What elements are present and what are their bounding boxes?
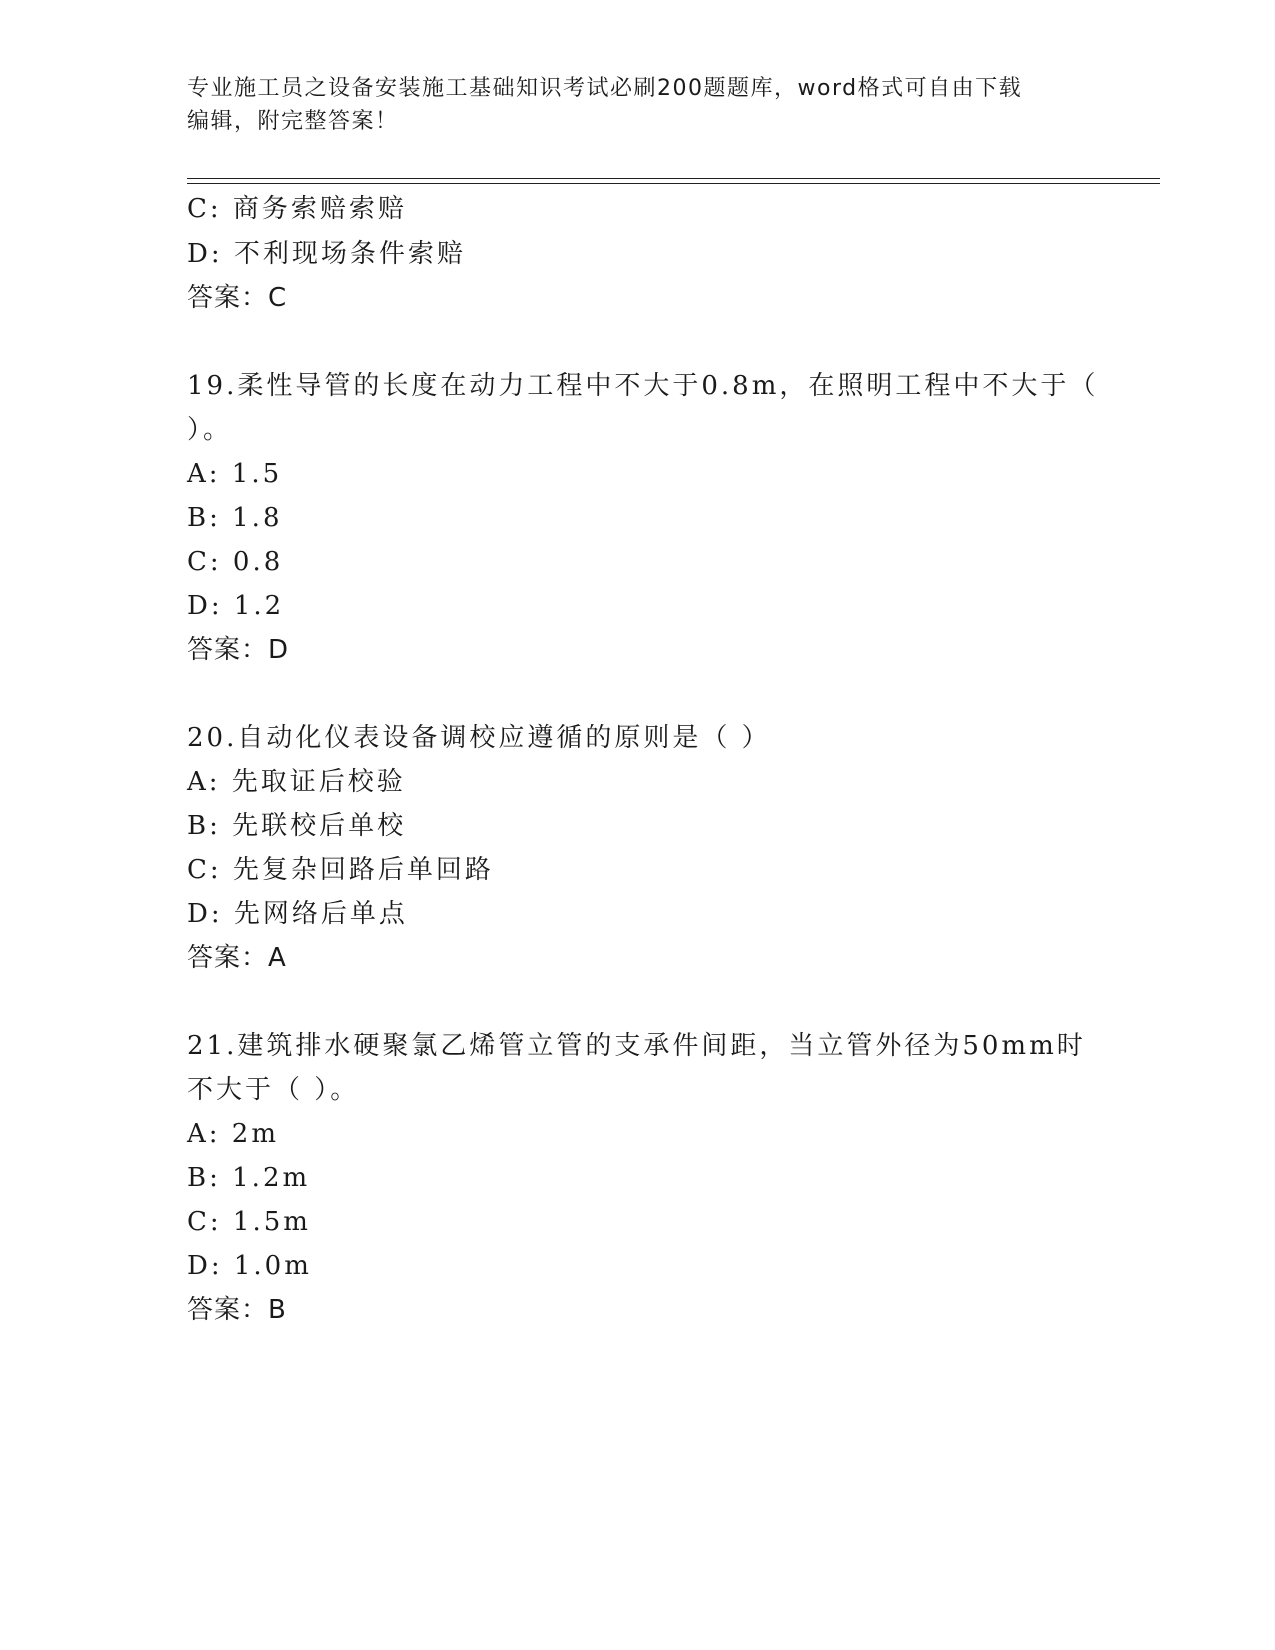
q19-stem-line-2: ）。	[187, 415, 233, 445]
q21-option-c: C: 1.5m	[187, 1207, 311, 1237]
q19-stem-line-1: 19.柔性导管的长度在动力工程中不大于0.8m，在照明工程中不大于（	[187, 371, 1099, 401]
q21-option-b: B: 1.2m	[187, 1163, 311, 1193]
q20-option-a: A: 先取证后校验	[187, 767, 406, 797]
header-divider-top	[187, 178, 1160, 179]
q20-option-c: C: 先复杂回路后单回路	[187, 855, 494, 885]
q21-answer: 答案：B	[187, 1295, 287, 1325]
q19-option-a: A: 1.5	[187, 459, 283, 489]
q21-option-d: D: 1.0m	[187, 1251, 312, 1281]
header-title-line-1: 专业施工员之设备安装施工基础知识考试必刷200题题库，word格式可自由下载	[187, 76, 1023, 101]
document-header	[187, 72, 1087, 138]
q19-option-c: C: 0.8	[187, 547, 284, 577]
q21-stem-line-1: 21.建筑排水硬聚氯乙烯管立管的支承件间距，当立管外径为50mm时	[187, 1031, 1086, 1061]
q20-stem-line-1: 20.自动化仪表设备调校应遵循的原则是（ ）	[187, 723, 771, 753]
header-title-line-2: 编辑，附完整答案！	[187, 109, 399, 134]
q20-answer: 答案：A	[187, 943, 287, 973]
q18-option-c: C: 商务索赔索赔	[187, 194, 407, 224]
q20-option-b: B: 先联校后单校	[187, 811, 407, 841]
q21-option-a: A: 2m	[187, 1119, 279, 1149]
header-divider-bottom	[187, 183, 1160, 184]
q18-answer: 答案：C	[187, 283, 288, 313]
q19-option-b: B: 1.8	[187, 503, 283, 533]
q21-stem-line-2: 不大于（ ）。	[187, 1075, 360, 1105]
q19-option-d: D: 1.2	[187, 591, 285, 621]
q19-answer: 答案：D	[187, 635, 290, 665]
q18-option-d: D: 不利现场条件索赔	[187, 239, 466, 269]
q20-option-d: D: 先网络后单点	[187, 899, 408, 929]
